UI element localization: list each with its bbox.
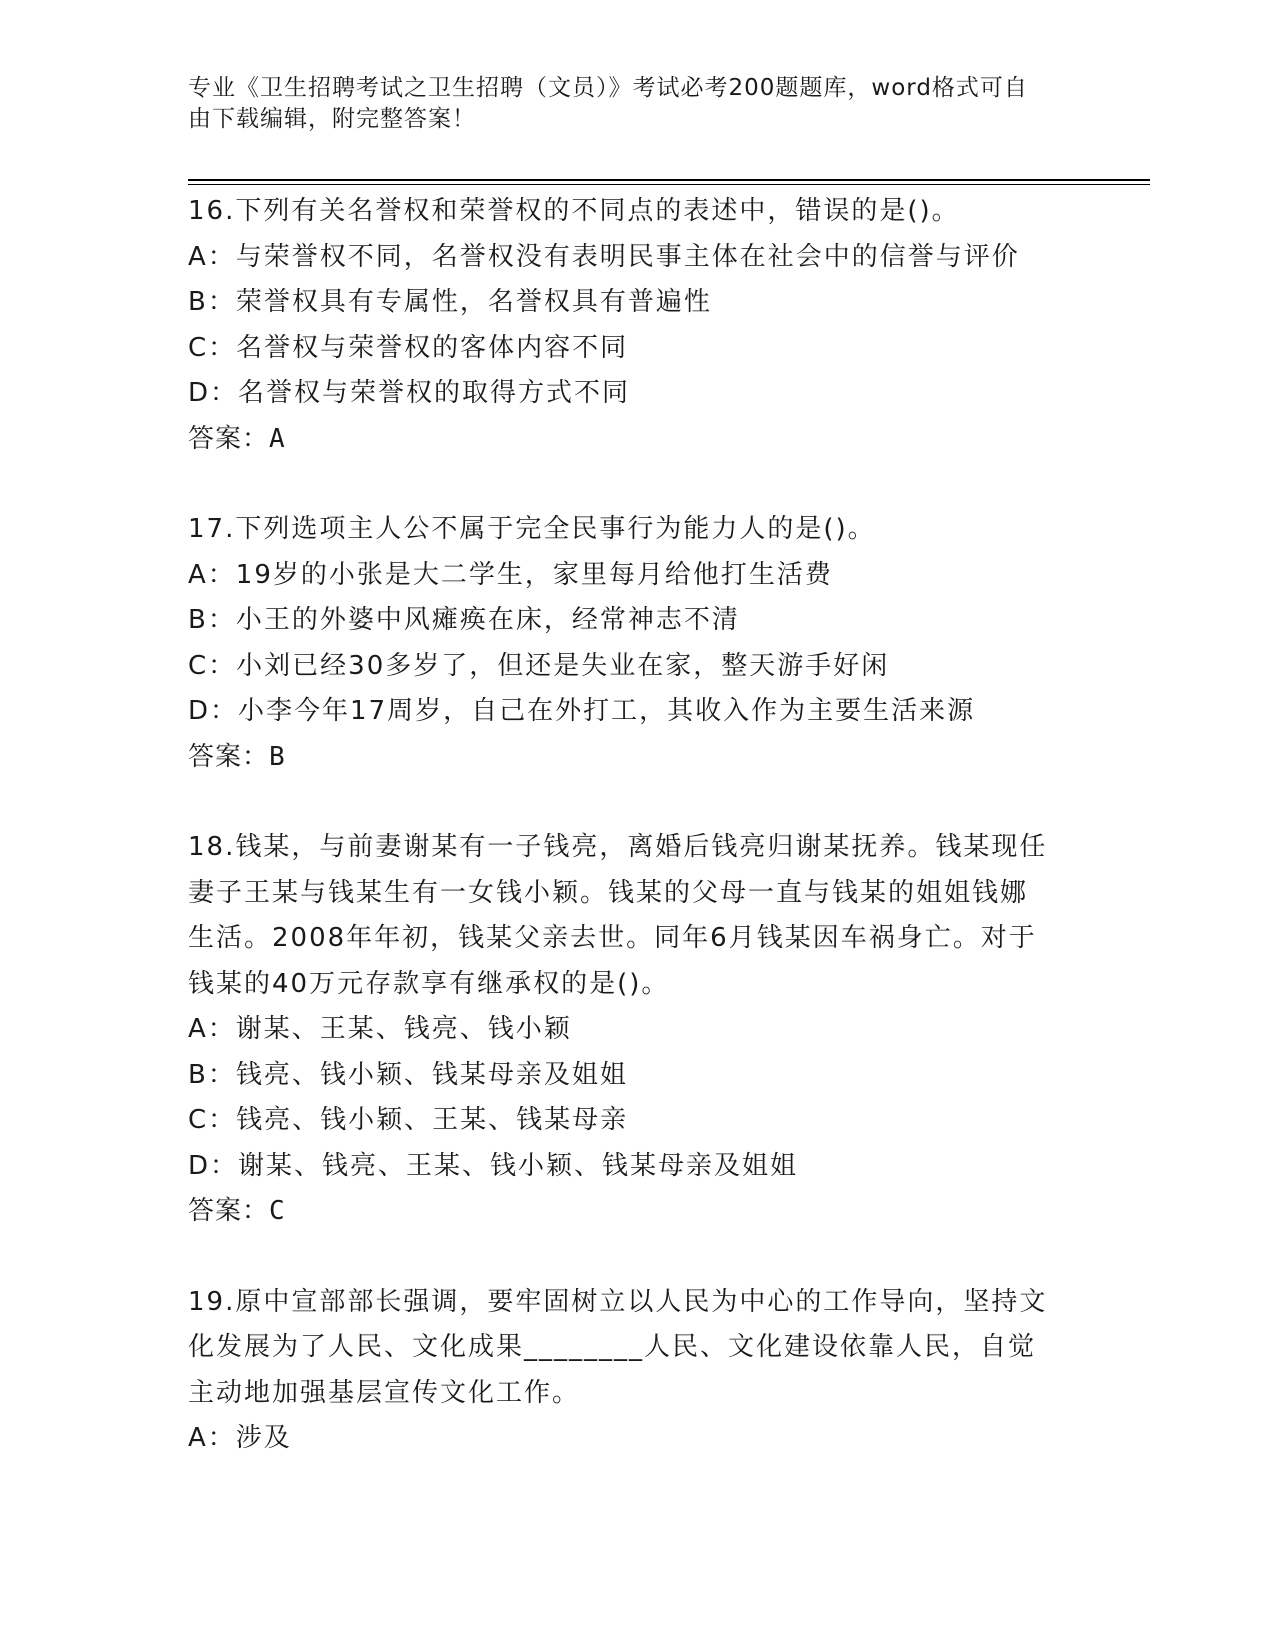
stem-line: 16.下列有关名誉权和荣誉权的不同点的表述中，错误的是()。 [188, 196, 960, 226]
header-divider-thin [188, 184, 1150, 185]
option-b: B：荣誉权具有专属性，名誉权具有普遍性 [188, 287, 712, 317]
option-d: D：谢某、钱亮、王某、钱小颖、钱某母亲及姐姐 [188, 1150, 799, 1181]
stem-line: 生活。2008年年初，钱某父亲去世。同年6月钱某因车祸身亡。对于 [188, 923, 1037, 953]
question-stem [188, 189, 1088, 235]
question-stem [188, 507, 1088, 553]
stem-line: 钱某的40万元存款享有继承权的是()。 [188, 968, 670, 999]
option-b: B：钱亮、钱小颖、钱某母亲及姐姐 [188, 1059, 628, 1090]
document-header [188, 73, 1068, 135]
stem-line: 17.下列选项主人公不属于完全民事行为能力人的是()。 [188, 514, 876, 544]
header-divider-thick [188, 179, 1150, 181]
option-a: A：与荣誉权不同，名誉权没有表明民事主体在社会中的信誉与评价 [188, 241, 1020, 272]
answer-line: 答案：B [188, 741, 286, 772]
option-c: C：名誉权与荣誉权的客体内容不同 [188, 332, 629, 363]
option-c: C：钱亮、钱小颖、王某、钱某母亲 [188, 1105, 629, 1135]
option-d: D：名誉权与荣誉权的取得方式不同 [188, 378, 631, 408]
option-b: B：小王的外婆中风瘫痪在床，经常神志不清 [188, 605, 740, 635]
header-line-2: 由下载编辑，附完整答案！ [188, 106, 476, 132]
answer-line: 答案：C [188, 1196, 286, 1226]
stem-line: 19.原中宣部部长强调，要牢固树立以人民为中心的工作导向，坚持文 [188, 1286, 1048, 1317]
option-a: A：19岁的小张是大二学生，家里每月给他打生活费 [188, 559, 833, 590]
question-17 [188, 507, 1088, 780]
option-c: C：小刘已经30多岁了，但还是失业在家，整天游手好闲 [188, 650, 890, 681]
question-19 [188, 1280, 1088, 1462]
stem-line: 化发展为了人民、文化成果________人民、文化建设依靠人民，自觉 [188, 1332, 1037, 1362]
option-a: A：谢某、王某、钱亮、钱小颖 [188, 1014, 572, 1044]
question-16 [188, 189, 1088, 462]
stem-line: 妻子王某与钱某生有一女钱小颖。钱某的父母一直与钱某的姐姐钱娜 [188, 877, 1029, 908]
answer-line: 答案：A [188, 423, 286, 454]
option-d: D：小李今年17周岁，自己在外打工，其收入作为主要生活来源 [188, 696, 976, 726]
question-18 [188, 825, 1088, 1235]
stem-line: 主动地加强基层宣传文化工作。 [188, 1377, 581, 1408]
question-stem [188, 825, 1088, 1007]
question-stem [188, 1280, 1088, 1417]
header-line-1: 专业《卫生招聘考试之卫生招聘（文员）》考试必考200题题库，word格式可自 [188, 75, 1028, 101]
question-list [188, 189, 1088, 1507]
stem-line: 18.钱某，与前妻谢某有一子钱亮，离婚后钱亮归谢某抚养。钱某现任 [188, 832, 1048, 862]
option-a: A：涉及 [188, 1423, 292, 1453]
